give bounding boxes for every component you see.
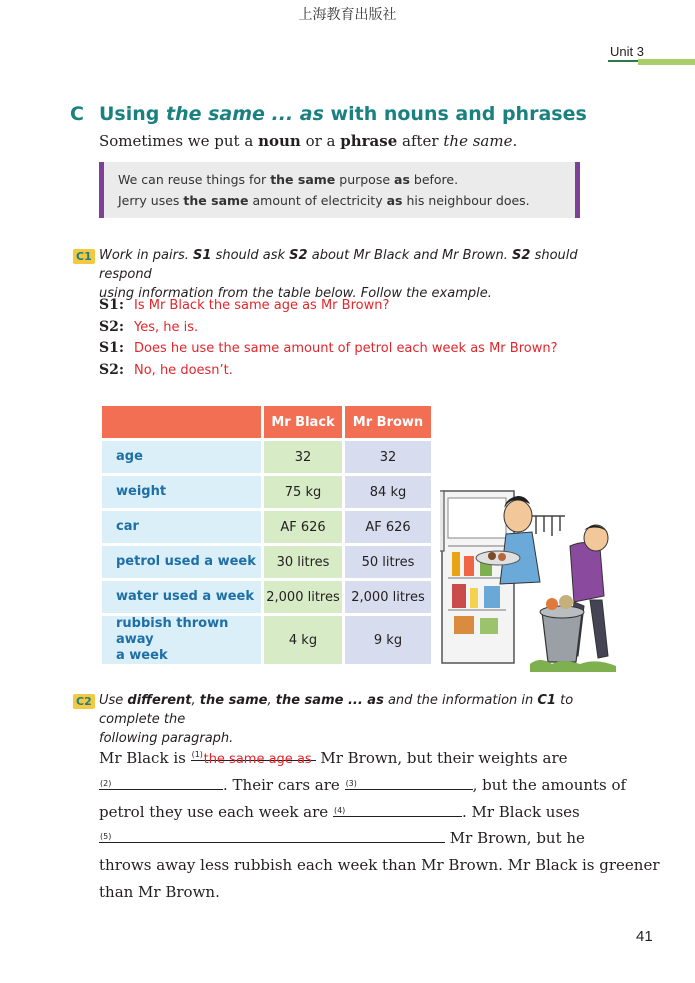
example-sentence: Jerry uses the same amount of electricity as his neighbour does. bbox=[118, 193, 530, 208]
table-row bbox=[102, 511, 431, 543]
table-row bbox=[102, 476, 431, 508]
c2-instructions: Use different, the same, the same ... as and the information in C1 to complete the following paragraph. bbox=[99, 693, 574, 746]
example-sentence: We can reuse things for the same purpose as before. bbox=[118, 172, 459, 187]
blank-5[interactable]: (5) bbox=[99, 827, 445, 843]
unit-label: Unit 3 bbox=[610, 44, 644, 59]
section-letter: C bbox=[70, 103, 84, 125]
column-header-mr-black: Mr Black bbox=[264, 406, 342, 438]
blank-1-answer: the same age as bbox=[203, 752, 312, 767]
section-intro: Sometimes we put a noun or a phrase after the same. bbox=[99, 132, 518, 150]
dialogue-line: S2: No, he doesn’t. bbox=[99, 361, 233, 378]
comparison-table bbox=[99, 403, 434, 667]
cell-mr-brown: 9 kg bbox=[345, 616, 431, 664]
man-recycling-illustration bbox=[440, 486, 624, 674]
example-box bbox=[99, 162, 580, 218]
dialogue-line: S2: Yes, he is. bbox=[99, 318, 199, 335]
cell-mr-black: 32 bbox=[264, 441, 342, 473]
cell-mr-black: 2,000 litres bbox=[264, 581, 342, 613]
example-dialogue bbox=[99, 295, 557, 381]
blank-3[interactable]: (3) bbox=[345, 774, 473, 790]
fill-in-paragraph: Mr Black is (1) the same age as Mr Brown, but their weights are (2) . Their cars are (3) , but the amounts of petrol they use each week are (4) . Mr Black uses (5) Mr Brown, but he throws away less rubbish each week than Mr Brown. Mr Black is greener than Mr Brown. bbox=[99, 745, 660, 906]
unit-underline bbox=[608, 60, 638, 62]
cell-mr-black: AF 626 bbox=[264, 511, 342, 543]
row-label: age bbox=[102, 441, 261, 473]
cell-mr-black: 4 kg bbox=[264, 616, 342, 664]
table-row bbox=[102, 546, 431, 578]
row-label: car bbox=[102, 511, 261, 543]
table-corner bbox=[102, 406, 261, 438]
cell-mr-brown: 2,000 litres bbox=[345, 581, 431, 613]
table-row bbox=[102, 441, 431, 473]
table-row bbox=[102, 581, 431, 613]
blank-1[interactable]: (1) the same age as bbox=[191, 745, 316, 761]
blank-4[interactable]: (4) bbox=[333, 801, 462, 817]
task-badge-c1: C1 bbox=[73, 249, 95, 264]
unit-color-bar bbox=[638, 59, 695, 65]
cell-mr-brown: 32 bbox=[345, 441, 431, 473]
publisher-header: 上海教育出版社 bbox=[298, 7, 397, 23]
cell-mr-black: 75 kg bbox=[264, 476, 342, 508]
page-number: 41 bbox=[636, 928, 653, 945]
row-label: rubbish thrown away a week bbox=[102, 616, 261, 664]
dialogue-line: S1: Is Mr Black the same age as Mr Brown? bbox=[99, 297, 390, 313]
cell-mr-brown: AF 626 bbox=[345, 511, 431, 543]
section-title: Using the same ... as with nouns and phrases bbox=[99, 103, 587, 125]
c1-instructions: Work in pairs. S1 should ask S2 about Mr Black and Mr Brown. S2 should respond using information from the table below. Follow the example. bbox=[99, 248, 578, 301]
task-badge-c2: C2 bbox=[73, 694, 95, 709]
row-label: weight bbox=[102, 476, 261, 508]
column-header-mr-brown: Mr Brown bbox=[345, 406, 431, 438]
cell-mr-brown: 50 litres bbox=[345, 546, 431, 578]
dialogue-line: S1: Does he use the same amount of petrol each week as Mr Brown? bbox=[99, 340, 558, 356]
row-label: water used a week bbox=[102, 581, 261, 613]
cell-mr-black: 30 litres bbox=[264, 546, 342, 578]
row-label: petrol used a week bbox=[102, 546, 261, 578]
blank-2[interactable]: (2) bbox=[99, 774, 223, 790]
table-row bbox=[102, 616, 431, 664]
cell-mr-brown: 84 kg bbox=[345, 476, 431, 508]
